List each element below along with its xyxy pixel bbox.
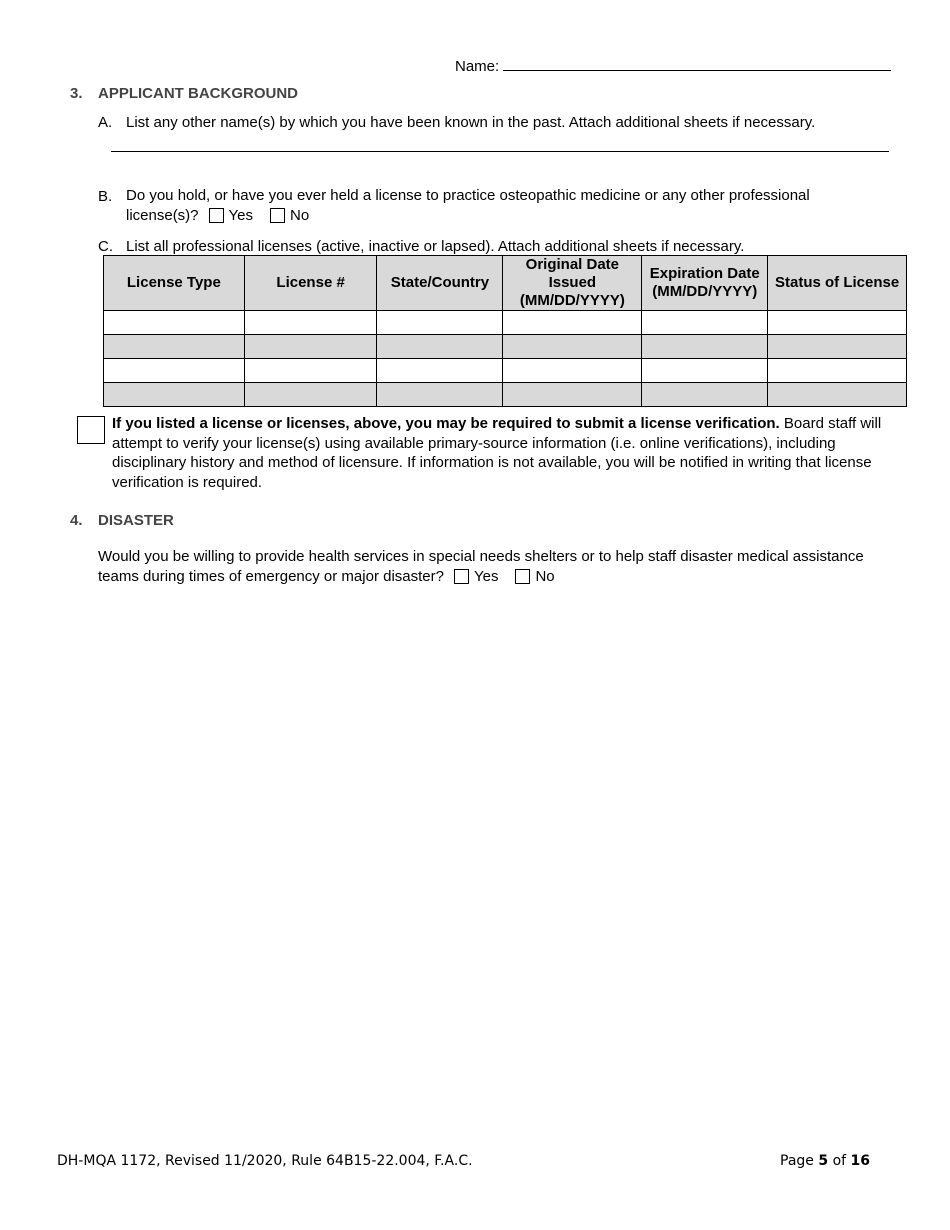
section-3-number: 3. xyxy=(70,85,83,102)
table-cell[interactable] xyxy=(244,383,377,407)
license-verification-text xyxy=(112,414,898,492)
table-cell[interactable] xyxy=(104,383,245,407)
table-cell[interactable] xyxy=(104,335,245,359)
footer-form-id: DH-MQA 1172, Revised 11/2020, Rule 64B15-22.004, F.A.C. xyxy=(57,1153,473,1169)
license-yes-checkbox[interactable] xyxy=(209,208,224,223)
table-cell[interactable] xyxy=(104,311,245,335)
table-cell[interactable] xyxy=(642,311,768,335)
table-cell[interactable] xyxy=(503,383,642,407)
col-header-license-number: License # xyxy=(244,256,377,311)
table-cell[interactable] xyxy=(768,311,907,335)
license-no-checkbox[interactable] xyxy=(270,208,285,223)
table-cell[interactable] xyxy=(768,359,907,383)
table-row xyxy=(104,335,907,359)
disaster-yes-checkbox[interactable] xyxy=(454,569,469,584)
col-header-state-country: State/Country xyxy=(377,256,503,311)
item-a-letter: A. xyxy=(98,114,113,131)
table-cell[interactable] xyxy=(642,335,768,359)
table-cell[interactable] xyxy=(377,311,503,335)
table-cell[interactable] xyxy=(377,383,503,407)
footer-page-current: 5 xyxy=(818,1153,829,1169)
table-cell[interactable] xyxy=(377,359,503,383)
table-cell[interactable] xyxy=(503,335,642,359)
footer-of-word: of xyxy=(832,1153,847,1169)
name-label: Name: xyxy=(455,58,500,75)
table-row xyxy=(104,311,907,335)
table-cell[interactable] xyxy=(642,359,768,383)
table-cell[interactable] xyxy=(244,335,377,359)
license-yes-label: Yes xyxy=(228,206,254,224)
license-verification-checkbox[interactable] xyxy=(77,416,105,444)
name-input-line[interactable] xyxy=(503,55,891,71)
table-cell[interactable] xyxy=(768,335,907,359)
table-cell[interactable] xyxy=(768,383,907,407)
item-b-text-line2: license(s)? xyxy=(126,206,199,224)
section-4-title: DISASTER xyxy=(98,512,174,529)
license-no-label: No xyxy=(290,206,310,224)
table-cell[interactable] xyxy=(377,335,503,359)
footer-page-number xyxy=(780,1153,870,1169)
licenses-table xyxy=(103,255,907,407)
col-header-expiration-date: Expiration Date (MM/DD/YYYY) xyxy=(642,256,768,311)
item-b-text-line2-wrap xyxy=(126,206,906,226)
table-cell[interactable] xyxy=(244,359,377,383)
name-field xyxy=(455,55,895,75)
col-header-license-type: License Type xyxy=(104,256,245,311)
other-names-input-line[interactable] xyxy=(111,151,889,152)
table-cell[interactable] xyxy=(503,359,642,383)
table-header-row xyxy=(104,256,907,311)
table-row xyxy=(104,359,907,383)
verification-body-text: Board staff will attempt to verify your license(s) using available primary-source information (i.e. online verifications), including disciplinary history and method of licensure. If information is not available, you will be notified in writing that license verification is required. xyxy=(112,415,882,491)
footer-page-total: 16 xyxy=(850,1153,870,1169)
item-b-letter: B. xyxy=(98,188,113,205)
disaster-no-checkbox[interactable] xyxy=(515,569,530,584)
item-c-letter: C. xyxy=(98,238,113,255)
table-row xyxy=(104,383,907,407)
item-b-text-line1: Do you hold, or have you ever held a license to practice osteopathic medicine or any other professional xyxy=(126,187,810,204)
section-3-title: APPLICANT BACKGROUND xyxy=(98,85,298,102)
table-cell[interactable] xyxy=(503,311,642,335)
footer-page-word: Page xyxy=(780,1153,814,1169)
item-c-text: List all professional licenses (active, inactive or lapsed). Attach additional sheets if necessary. xyxy=(126,238,745,255)
table-cell[interactable] xyxy=(104,359,245,383)
verification-bold-text: If you listed a license or licenses, above, you may be required to submit a license verification. xyxy=(112,415,780,432)
table-cell[interactable] xyxy=(244,311,377,335)
disaster-question xyxy=(98,547,898,586)
disaster-yes-label: Yes xyxy=(473,567,499,585)
item-b-question xyxy=(126,186,906,225)
col-header-status: Status of License xyxy=(768,256,907,311)
table-cell[interactable] xyxy=(642,383,768,407)
disaster-no-label: No xyxy=(535,567,555,585)
col-header-original-date: Original Date Issued (MM/DD/YYYY) xyxy=(503,256,642,311)
section-4-number: 4. xyxy=(70,512,83,529)
item-a-text: List any other name(s) by which you have been known in the past. Attach additional sheets if necessary. xyxy=(126,114,816,131)
disaster-question-text: Would you be willing to provide health services in special needs shelters or to help staff disaster medical assistance teams during times of emergency or major disaster? xyxy=(98,548,864,585)
